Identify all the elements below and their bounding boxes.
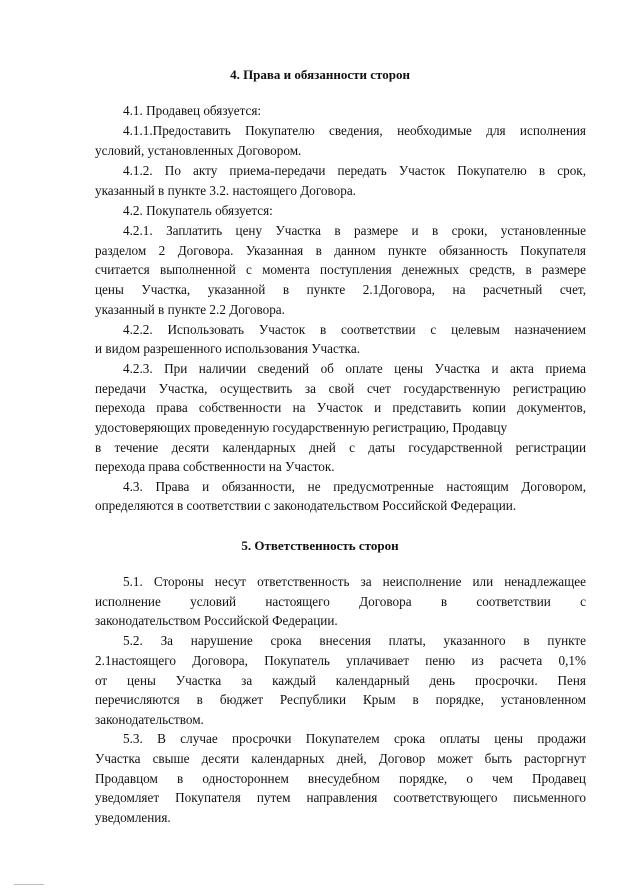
- section-5-title: 5. Ответственность сторон: [241, 538, 399, 553]
- clause-5-3-cont-4: уведомления.: [95, 810, 171, 825]
- clause-4-1-2: 4.1.2. По акту приема-передачи передать Участок Покупателю в срок,: [123, 163, 586, 178]
- clause-4-2-1: 4.2.1. Заплатить цену Участка в размере и в сроки, установленные: [123, 223, 586, 238]
- clause-4-2: 4.2. Покупатель обязуется:: [123, 203, 273, 218]
- section-4-title: 4. Права и обязанности сторон: [230, 67, 410, 82]
- clause-5-3: 5.3. В случае просрочки Покупателем срока оплаты цены продажи: [123, 731, 586, 746]
- clause-5-3-cont-1: Участка свыше десяти календарных дней, Договор может быть расторгнут: [95, 751, 586, 766]
- clause-5-2-cont-2: от цены Участка за каждый календарный день просрочки. Пеня: [95, 673, 586, 688]
- clause-4-2-1-cont-4: указанный в пункте 2.2 Договора.: [95, 302, 285, 317]
- clause-4-2-1-cont-1: разделом 2 Договора. Указанная в данном пункте обязанность Покупателя: [95, 243, 586, 258]
- clause-4-3: 4.3. Права и обязанности, не предусмотренные настоящим Договором,: [123, 479, 586, 494]
- clause-4-2-1-cont-2: считается выполненной с момента поступления денежных средств, в размере: [95, 262, 586, 277]
- clause-4-2-2: 4.2.2. Использовать Участок в соответствии с целевым назначением: [123, 322, 586, 337]
- clause-4-2-3-cont-5: перехода права собственности на Участок.: [95, 459, 335, 474]
- clause-4-1: 4.1. Продавец обязуется:: [123, 103, 262, 118]
- clause-5-2-cont-1: 2.1настоящего Договора, Покупатель уплачивает пеню из расчета 0,1%: [95, 653, 586, 668]
- clause-5-3-cont-2: Продавцом в одностороннем внесудебном порядке, о чем Продавец: [95, 771, 586, 786]
- clause-5-2: 5.2. За нарушение срока внесения платы, указанного в пункте: [123, 633, 586, 648]
- clause-5-1: 5.1. Стороны несут ответственность за неисполнение или ненадлежащее: [123, 574, 586, 589]
- clause-4-2-1-cont-3: цены Участка, указанной в пункте 2.1Договора, на расчетный счет,: [95, 282, 586, 297]
- clause-4-2-3-cont-4: в течение десяти календарных дней с даты государственной регистрации: [95, 440, 586, 455]
- clause-4-1-1-cont: условий, установленных Договором.: [95, 143, 302, 158]
- clause-5-2-cont-4: законодательством.: [95, 712, 204, 727]
- clause-5-1-cont-2: законодательством Российской Федерации.: [95, 613, 338, 628]
- clause-4-2-3-cont-1: передачи Участка, осуществить за свой счет государственную регистрацию: [95, 381, 586, 396]
- clause-4-2-3-cont-2: перехода права собственности на Участок и представить копии документов,: [95, 400, 586, 415]
- page-edge-mark: [14, 884, 44, 885]
- clause-4-3-cont: определяются в соответствии с законодательством Российской Федерации.: [95, 498, 517, 513]
- clause-4-2-2-cont: и видом разрешенного использования Участка.: [95, 341, 361, 356]
- clause-4-1-1: 4.1.1.Предоставить Покупателю сведения, необходимые для исполнения: [123, 123, 586, 138]
- clause-5-3-cont-3: уведомляет Покупателя путем направления соответствующего письменного: [95, 790, 586, 805]
- clause-4-2-3: 4.2.3. При наличии сведений об оплате цены Участка и акта приема: [123, 361, 586, 376]
- clause-4-1-2-cont: указанный в пункте 3.2. настоящего Договора.: [95, 183, 356, 198]
- clause-4-2-3-cont-3: удостоверяющих проведенную государственную регистрацию, Продавцу: [95, 420, 508, 435]
- clause-5-1-cont-1: исполнение условий настоящего Договора в соответствии с: [95, 594, 586, 609]
- clause-5-2-cont-3: перечисляются в бюджет Республики Крым в порядке, установленном: [95, 692, 586, 707]
